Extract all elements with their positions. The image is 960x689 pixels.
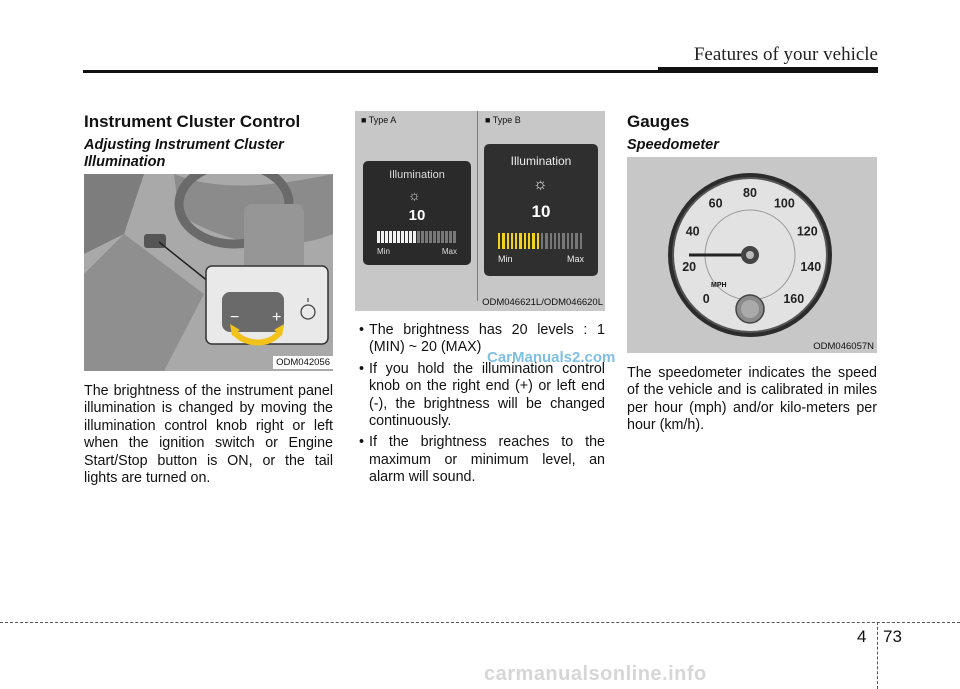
type-a-max-label: Max [441, 247, 457, 256]
level-segment [409, 231, 412, 243]
type-a-label: ■ Type A [361, 115, 397, 125]
level-segment [433, 231, 436, 243]
section-title-instrument-cluster: Instrument Cluster Control [84, 112, 301, 131]
level-segment [558, 233, 560, 249]
level-segment [554, 233, 556, 249]
type-b-level-value: 10 [531, 202, 551, 221]
figure-code-odm042056: ODM042056 [273, 356, 333, 369]
level-segment [437, 231, 440, 243]
mph-tick-label: 120 [796, 224, 818, 239]
subsection-title-speedometer: Speedometer [627, 137, 719, 153]
type-a-level-bar [377, 231, 456, 243]
gauge-unit-label: MPH [711, 282, 727, 289]
svg-text:+: + [272, 309, 282, 326]
level-segment [381, 231, 384, 243]
paragraph-speedometer: The speedometer indicates the speed of the vehicle and is calibrated in miles per hour (mph) and/or kilo-meters per hour (km/h). [627, 365, 877, 434]
figure-code-odm046057n: ODM046057N [813, 341, 874, 352]
site-watermark: carmanualsonline.info [484, 663, 707, 685]
level-segment [545, 233, 547, 249]
level-segment [528, 233, 530, 249]
level-segment [421, 231, 424, 243]
subsection-title-illumination: Adjusting Instrument Cluster Illumination [84, 137, 284, 170]
level-segment [575, 233, 577, 249]
brightness-bullet-list [355, 322, 605, 491]
control-knob-illustration [84, 174, 333, 371]
level-segment [445, 231, 448, 243]
level-segment [405, 231, 408, 243]
figure-control-knob [84, 174, 333, 371]
type-a-level-value: 10 [408, 207, 426, 224]
type-a-display [363, 161, 471, 265]
svg-text:−: − [230, 309, 240, 326]
level-segment [550, 233, 552, 249]
lamp-icon: ☼ [408, 187, 421, 203]
level-segment [511, 233, 513, 249]
level-segment [498, 233, 500, 249]
type-a-display-title: Illumination [389, 169, 445, 181]
mph-tick-label: 80 [743, 186, 757, 200]
mph-tick-label: 140 [800, 260, 822, 275]
level-segment [441, 231, 444, 243]
level-segment [532, 233, 534, 249]
level-segment [537, 233, 539, 249]
level-segment [567, 233, 569, 249]
type-b-min-label: Min [498, 254, 513, 264]
footer-divider [877, 622, 878, 689]
paragraph-illumination: The brightness of the instrument panel illumination is changed by moving the illumination control knob right or left when the ignition switch or Engine Start/Stop button is ON, or the tail lights are turned on. [84, 383, 333, 487]
lamp-icon: ☼ [533, 176, 548, 193]
level-segment [507, 233, 509, 249]
level-segment [524, 233, 526, 249]
bullet-hold-knob: • If you hold the illumination control knob on the right end (+) or left end (-), the brightness will be changed continuously. [355, 361, 605, 431]
level-segment [580, 233, 582, 249]
mph-tick-label: 100 [773, 196, 795, 211]
level-segment [377, 231, 380, 243]
page-number: 73 [883, 627, 902, 646]
level-segment [429, 231, 432, 243]
header-rule-accent [658, 67, 878, 73]
level-segment [449, 231, 452, 243]
type-b-max-label: Max [566, 254, 584, 264]
type-b-display [484, 144, 598, 276]
level-segment [385, 231, 388, 243]
level-segment [571, 233, 573, 249]
level-segment [397, 231, 400, 243]
speedometer-gauge [627, 157, 877, 353]
type-a-min-label: Min [377, 247, 390, 256]
level-segment [515, 233, 517, 249]
mph-tick-label: 0 [702, 291, 710, 306]
type-b-label: ■ Type B [485, 115, 521, 125]
type-b-display-title: Illumination [510, 154, 572, 168]
level-segment [401, 231, 404, 243]
figure-speedometer [627, 157, 877, 353]
type-divider [477, 111, 478, 301]
level-segment [417, 231, 420, 243]
mph-tick-label: 40 [685, 224, 700, 239]
mph-tick-label: 20 [682, 260, 697, 275]
section-title-gauges: Gauges [627, 112, 690, 131]
mph-tick-label: 160 [783, 291, 805, 306]
level-segment [502, 233, 504, 249]
overlay-watermark: CarManuals2.com [487, 349, 616, 366]
figure-illumination-display [355, 111, 605, 311]
level-segment [562, 233, 564, 249]
bullet-levels: • The brightness has 20 levels : 1 (MIN) ~ 20 (MAX) [355, 322, 605, 357]
mph-tick-label: 60 [708, 196, 723, 211]
level-segment [519, 233, 521, 249]
bullet-alarm: • If the brightness reaches to the maximum or minimum level, an alarm will sound. [355, 434, 605, 486]
footer-rule [0, 622, 960, 623]
level-segment [393, 231, 396, 243]
chapter-number: 4 [857, 627, 867, 646]
level-segment [389, 231, 392, 243]
running-header: Features of your vehicle [693, 44, 878, 65]
level-segment [413, 231, 416, 243]
level-segment [425, 231, 428, 243]
figure-code-odm046621l: ODM046621L/ODM046620L [482, 297, 603, 308]
level-segment [453, 231, 456, 243]
type-b-level-bar [498, 233, 582, 249]
level-segment [541, 233, 543, 249]
